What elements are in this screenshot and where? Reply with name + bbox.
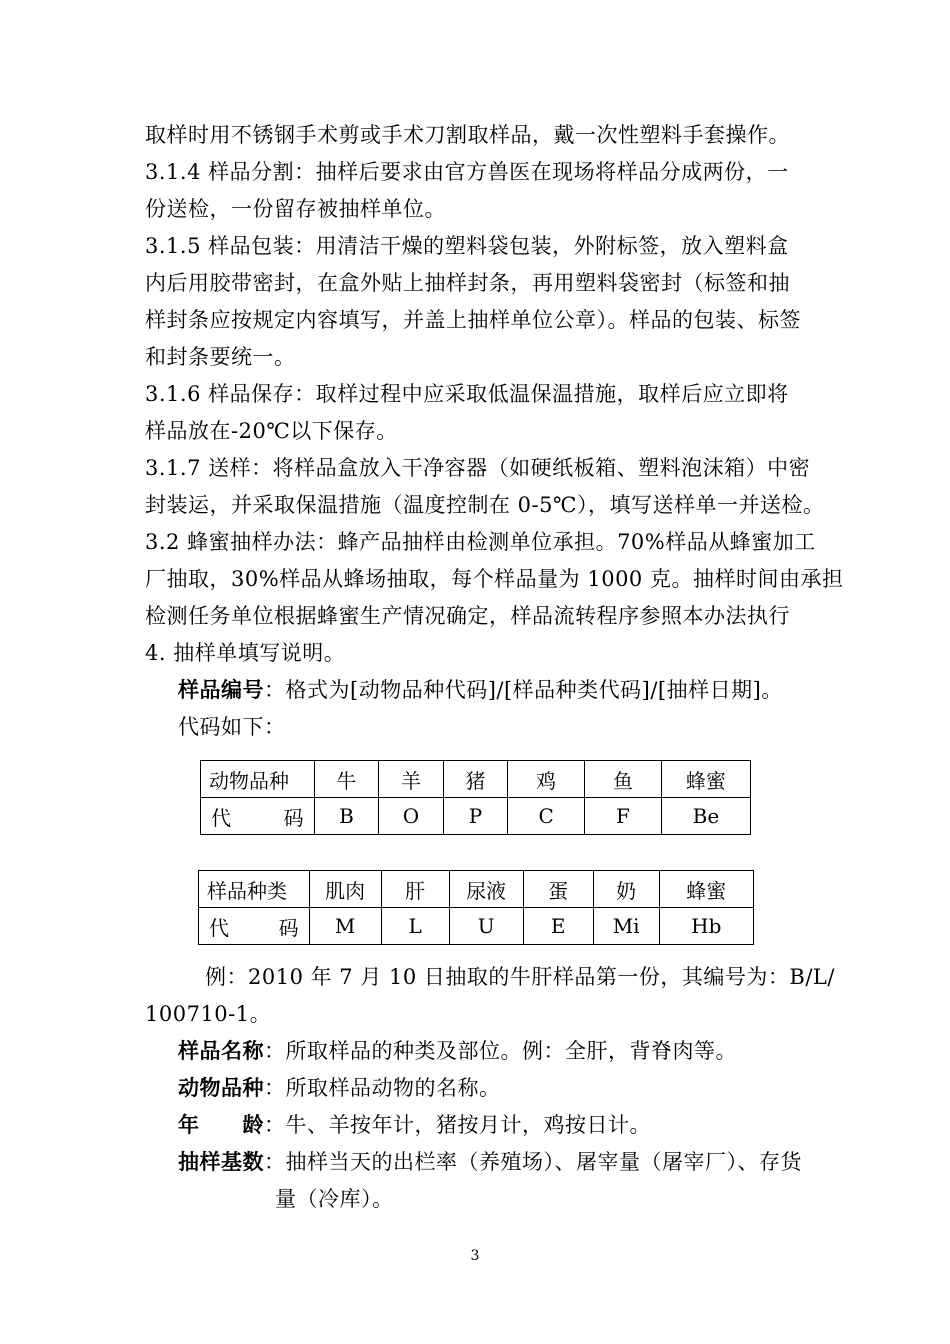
body-line: 检测任务单位根据蜂蜜生产情况确定，样品流转程序参照本办法执行: [145, 604, 790, 628]
field-label: 抽样基数: [178, 1149, 264, 1174]
field-label: 动物品种: [178, 1075, 264, 1100]
body-line: 3.1.6 样品保存：取样过程中应采取低温保温措施，取样后应立即将: [145, 382, 789, 406]
field-line: [178, 1073, 858, 1103]
body-line: 3.2 蜂蜜抽样办法：蜂产品抽样由检测单位承担。70%样品从蜂蜜加工: [145, 530, 816, 554]
example-line: 例：2010 年 7 月 10 日抽取的牛肝样品第一份，其编号为：B/L/: [205, 965, 835, 989]
table-row: [201, 761, 751, 798]
table-cell: B: [314, 798, 379, 835]
table-cell: 奶: [593, 871, 659, 908]
body-line: 内后用胶带密封，在盒外贴上抽样封条，再用塑料袋密封（标签和抽: [145, 271, 790, 295]
field-text: ：抽样当天的出栏率（养殖场）、屠宰量（屠宰厂）、存货: [264, 1150, 802, 1174]
table-cell: 代码: [201, 798, 315, 835]
table-cell: 鸡: [508, 761, 585, 798]
body-line: 4. 抽样单填写说明。: [145, 641, 346, 665]
table-cell: 动物品种: [201, 761, 315, 798]
example-line: 100710-1。: [145, 1002, 272, 1026]
body-line: 厂抽取，30%样品从蜂场抽取，每个样品量为 1000 克。抽样时间由承担: [145, 567, 844, 591]
table-cell: U: [449, 908, 523, 945]
table-cell: 样品种类: [199, 871, 310, 908]
table-row: [199, 908, 754, 945]
table-row: [199, 871, 754, 908]
field-text: ：所取样品动物的名称。: [264, 1076, 501, 1100]
field-label: 样品名称: [178, 1038, 264, 1063]
table-cell: 羊: [379, 761, 444, 798]
page-number: 3: [470, 1248, 480, 1264]
table-cell: O: [379, 798, 444, 835]
table-cell: F: [585, 798, 662, 835]
table-cell: 蜂蜜: [659, 871, 753, 908]
table-cell: M: [309, 908, 381, 945]
table-cell: 牛: [314, 761, 379, 798]
body-line: 封装运，并采取保温措施（温度控制在 0-5℃），填写送样单一并送检。: [145, 493, 825, 517]
body-line: 和封条要统一。: [145, 345, 296, 369]
table-cell: 鱼: [585, 761, 662, 798]
field-text: ：牛、羊按年计，猪按月计，鸡按日计。: [264, 1113, 651, 1137]
sample-number-line: [178, 675, 858, 705]
body-line: 代码如下：: [178, 715, 286, 739]
table-cell: 猪: [443, 761, 508, 798]
table-cell: 蜂蜜: [661, 761, 750, 798]
body-line: 样品放在-20℃以下保存。: [145, 419, 398, 443]
table-cell: 尿液: [449, 871, 523, 908]
table-cell: Be: [661, 798, 750, 835]
body-line: 3.1.7 送样：将样品盒放入干净容器（如硬纸板箱、塑料泡沫箱）中密: [145, 456, 811, 480]
table-cell: C: [508, 798, 585, 835]
field-line-continued: 量（冷库）。: [275, 1187, 394, 1211]
table-cell: 蛋: [523, 871, 593, 908]
field-label: 样品编号: [178, 677, 264, 702]
field-line: [178, 1110, 858, 1140]
table-cell: 肝: [381, 871, 449, 908]
table-cell: Mi: [593, 908, 659, 945]
table-cell: 代码: [199, 908, 310, 945]
field-line: [178, 1036, 858, 1066]
field-text: ：格式为[动物品种代码]/[样品种类代码]/[抽样日期]。: [264, 678, 783, 702]
table-cell: 肌肉: [309, 871, 381, 908]
body-line: 样封条应按规定内容填写，并盖上抽样单位公章）。样品的包装、标签: [145, 308, 801, 332]
field-text: ：所取样品的种类及部位。例：全肝，背脊肉等。: [264, 1039, 737, 1063]
table-cell: Hb: [659, 908, 753, 945]
table-row: [201, 798, 751, 835]
field-line: [178, 1147, 858, 1177]
table-cell: P: [443, 798, 508, 835]
animal-code-table: [200, 760, 751, 835]
body-line: 3.1.4 样品分割：抽样后要求由官方兽医在现场将样品分成两份，一: [145, 160, 789, 184]
table-cell: E: [523, 908, 593, 945]
field-label: 年 龄: [178, 1112, 264, 1137]
body-line: 份送检，一份留存被抽样单位。: [145, 197, 446, 221]
body-line: 3.1.5 样品包装：用清洁干燥的塑料袋包装，外附标签，放入塑料盒: [145, 234, 789, 258]
table-cell: L: [381, 908, 449, 945]
sample-code-table: [198, 870, 754, 945]
body-line: 取样时用不锈钢手术剪或手术刀割取样品，戴一次性塑料手套操作。: [145, 123, 790, 147]
